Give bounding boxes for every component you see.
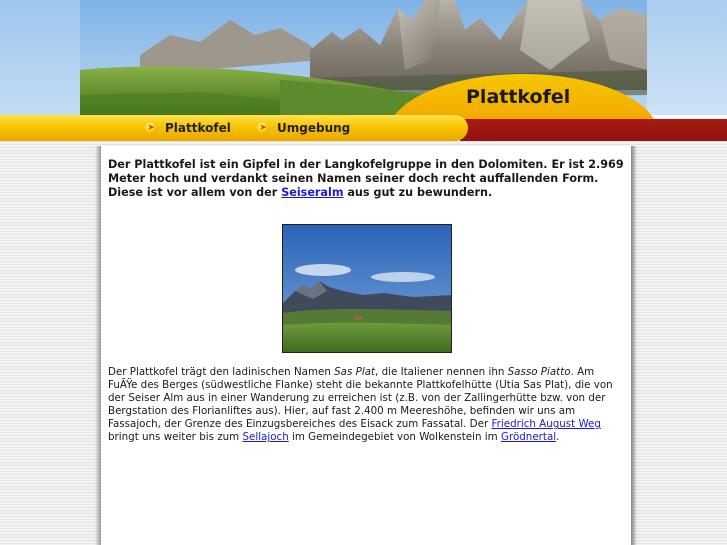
nav-item-label: Umgebung xyxy=(277,121,351,135)
nav-item-label: Plattkofel xyxy=(165,121,231,135)
nav-bar xyxy=(0,115,468,141)
arrow-bullet-icon: ➤ xyxy=(257,122,269,134)
link-groednertal[interactable]: Grödnertal xyxy=(500,431,557,444)
link-seiseralm[interactable]: Seiseralm xyxy=(281,186,344,199)
intro-paragraph: Der Plattkofel ist ein Gipfel in der Langkofelgruppe in den Dolomiten. Er ist 2.969 Meter hoch und verdankt seinen Namen seiner doch recht auffallenden Form. Diese ist vor allem von der Seiseralm aus gut zu bewundern. xyxy=(108,158,624,199)
nav-bar-red-stripe xyxy=(460,119,727,141)
main-content xyxy=(101,146,631,545)
link-sellajoch[interactable]: Sellajoch xyxy=(242,431,289,444)
site-title: Plattkofel xyxy=(466,86,571,108)
link-friedrich-august-weg[interactable]: Friedrich August Weg xyxy=(491,418,601,431)
nav-item-umgebung[interactable] xyxy=(257,119,350,137)
header-sky-left xyxy=(0,0,80,115)
plattkofel-photo xyxy=(282,224,452,353)
header-sky-right xyxy=(647,0,727,115)
arrow-bullet-icon: ➤ xyxy=(145,122,157,134)
nav-item-plattkofel[interactable] xyxy=(145,119,231,137)
content-shadow-right xyxy=(631,146,637,545)
body-paragraph: Der Plattkofel trägt den ladinischen Namen Sas Plat, die Italiener nennen ihn Sasso Piatto. Am FuÃŸe des Berges (südwestliche Flanke) steht die bekannte Plattkofelhütte (Utia Sas Plat), die von der Seiser Alm aus in einer Wanderung zu erreichen ist (z.B. von der Zallingerhütte bzw. von der Bergstation des Florianliftes aus). Hier, auf fast 2.400 m Meereshöhe, befinden wir uns am Fassajoch, der Grenze des Einzugsbereiches des Eisack zum Fassatal. Der Friedrich August Weg bringt uns weiter bis zum Sellajoch im Gemeindegebiet von Wolkenstein im Grödnertal. xyxy=(108,366,613,444)
